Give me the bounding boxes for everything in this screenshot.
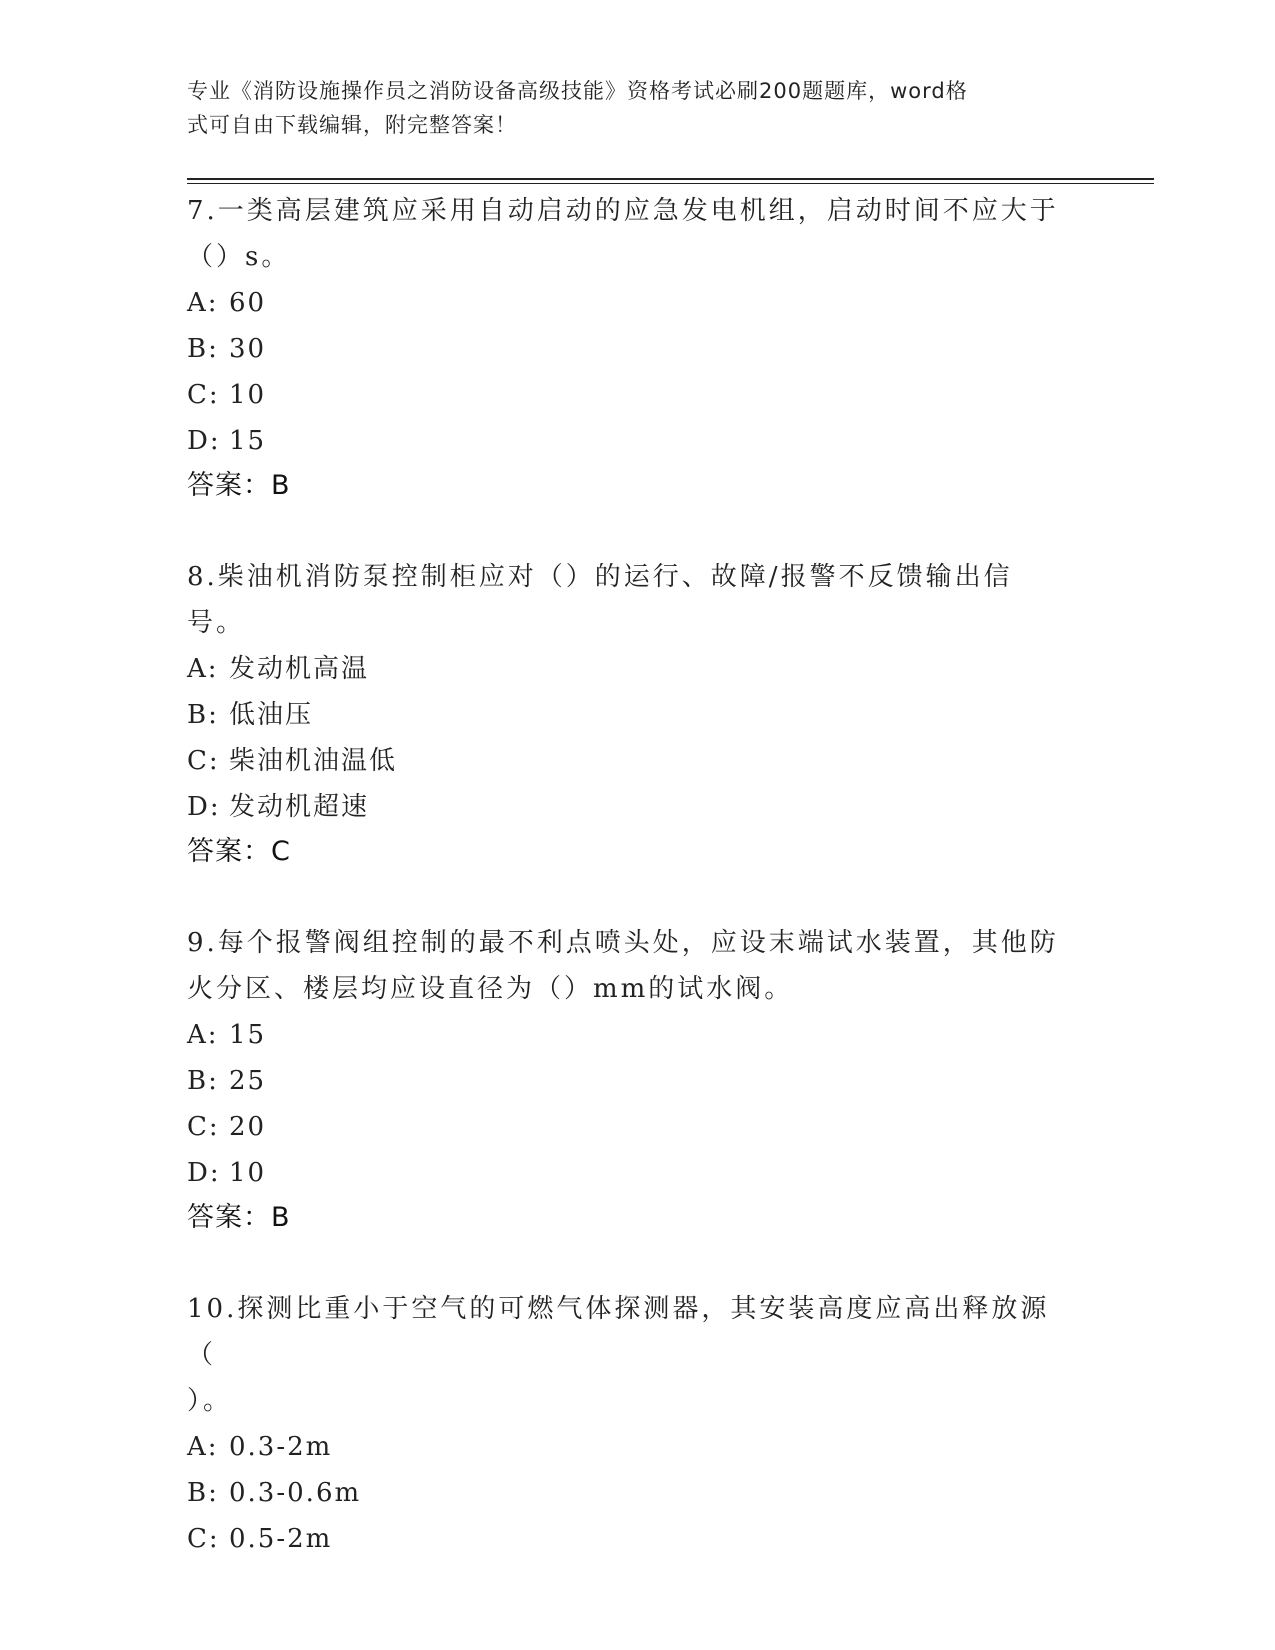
option-b xyxy=(187,1470,1087,1516)
question-10 xyxy=(187,1286,1087,1562)
option-d xyxy=(187,784,1087,830)
option-label: D: xyxy=(187,1158,221,1188)
option-label: A: xyxy=(187,1020,219,1050)
option-c xyxy=(187,1516,1087,1562)
option-a xyxy=(187,1424,1087,1470)
option-label: B: xyxy=(187,700,219,730)
option-text: 10 xyxy=(229,380,267,410)
option-text: 15 xyxy=(229,1020,267,1050)
answer: 答案：C xyxy=(187,836,291,867)
header-divider-thick xyxy=(187,178,1154,180)
question-8 xyxy=(187,554,1087,874)
option-text: 20 xyxy=(229,1112,267,1142)
option-c xyxy=(187,1104,1087,1150)
option-label: C: xyxy=(187,1524,220,1554)
document-header xyxy=(187,74,1067,142)
option-d xyxy=(187,418,1087,464)
option-text: 低油压 xyxy=(229,700,314,730)
option-text: 发动机高温 xyxy=(229,654,370,684)
option-b xyxy=(187,326,1087,372)
question-stem xyxy=(187,920,1067,1012)
option-text: 发动机超速 xyxy=(229,792,370,822)
option-b xyxy=(187,692,1087,738)
option-label: C: xyxy=(187,746,220,776)
question-7 xyxy=(187,188,1087,508)
header-line-1: 专业《消防设施操作员之消防设备高级技能》资格考试必刷200题题库，word格 xyxy=(187,79,968,103)
option-label: B: xyxy=(187,1066,219,1096)
question-9 xyxy=(187,920,1087,1240)
option-text: 30 xyxy=(229,334,267,364)
option-text: 60 xyxy=(229,288,267,318)
option-label: A: xyxy=(187,1432,219,1462)
stem-line-2: ）。 xyxy=(187,1386,233,1416)
header-divider-thin xyxy=(187,183,1154,184)
option-text: 0.5-2m xyxy=(229,1524,333,1554)
stem-line-2: 火分区、楼层均应设直径为（）mm的试水阀。 xyxy=(187,974,794,1004)
option-label: B: xyxy=(187,1478,219,1508)
option-label: B: xyxy=(187,334,219,364)
option-text: 15 xyxy=(229,426,267,456)
option-b xyxy=(187,1058,1087,1104)
question-stem xyxy=(187,188,1067,280)
option-text: 柴油机油温低 xyxy=(229,746,398,776)
question-stem xyxy=(187,554,1067,646)
header-line-2: 式可自由下载编辑，附完整答案！ xyxy=(187,113,517,137)
question-stem xyxy=(187,1286,1067,1424)
option-label: C: xyxy=(187,1112,220,1142)
option-text: 10 xyxy=(229,1158,267,1188)
option-text: 25 xyxy=(229,1066,267,1096)
stem-line-1: 7.一类高层建筑应采用自动启动的应急发电机组，启动时间不应大于 xyxy=(187,196,1059,226)
option-label: C: xyxy=(187,380,220,410)
stem-line-1: 10.探测比重小于空气的可燃气体探测器，其安装高度应高出释放源（ xyxy=(187,1294,1050,1370)
option-c xyxy=(187,372,1087,418)
option-a xyxy=(187,646,1087,692)
option-label: A: xyxy=(187,654,219,684)
stem-line-2: （）s。 xyxy=(187,242,291,272)
option-a xyxy=(187,1012,1087,1058)
answer: 答案：B xyxy=(187,470,291,501)
stem-line-1: 8.柴油机消防泵控制柜应对（）的运行、故障/报警不反馈输出信号。 xyxy=(187,562,1013,638)
option-label: D: xyxy=(187,792,221,822)
option-label: D: xyxy=(187,426,221,456)
stem-line-1: 9.每个报警阀组控制的最不利点喷头处，应设末端试水装置，其他防 xyxy=(187,928,1059,958)
option-a xyxy=(187,280,1087,326)
option-d xyxy=(187,1150,1087,1196)
option-label: A: xyxy=(187,288,219,318)
option-text: 0.3-0.6m xyxy=(229,1478,362,1508)
question-list xyxy=(187,188,1087,1562)
option-c xyxy=(187,738,1087,784)
answer: 答案：B xyxy=(187,1202,291,1233)
option-text: 0.3-2m xyxy=(229,1432,333,1462)
